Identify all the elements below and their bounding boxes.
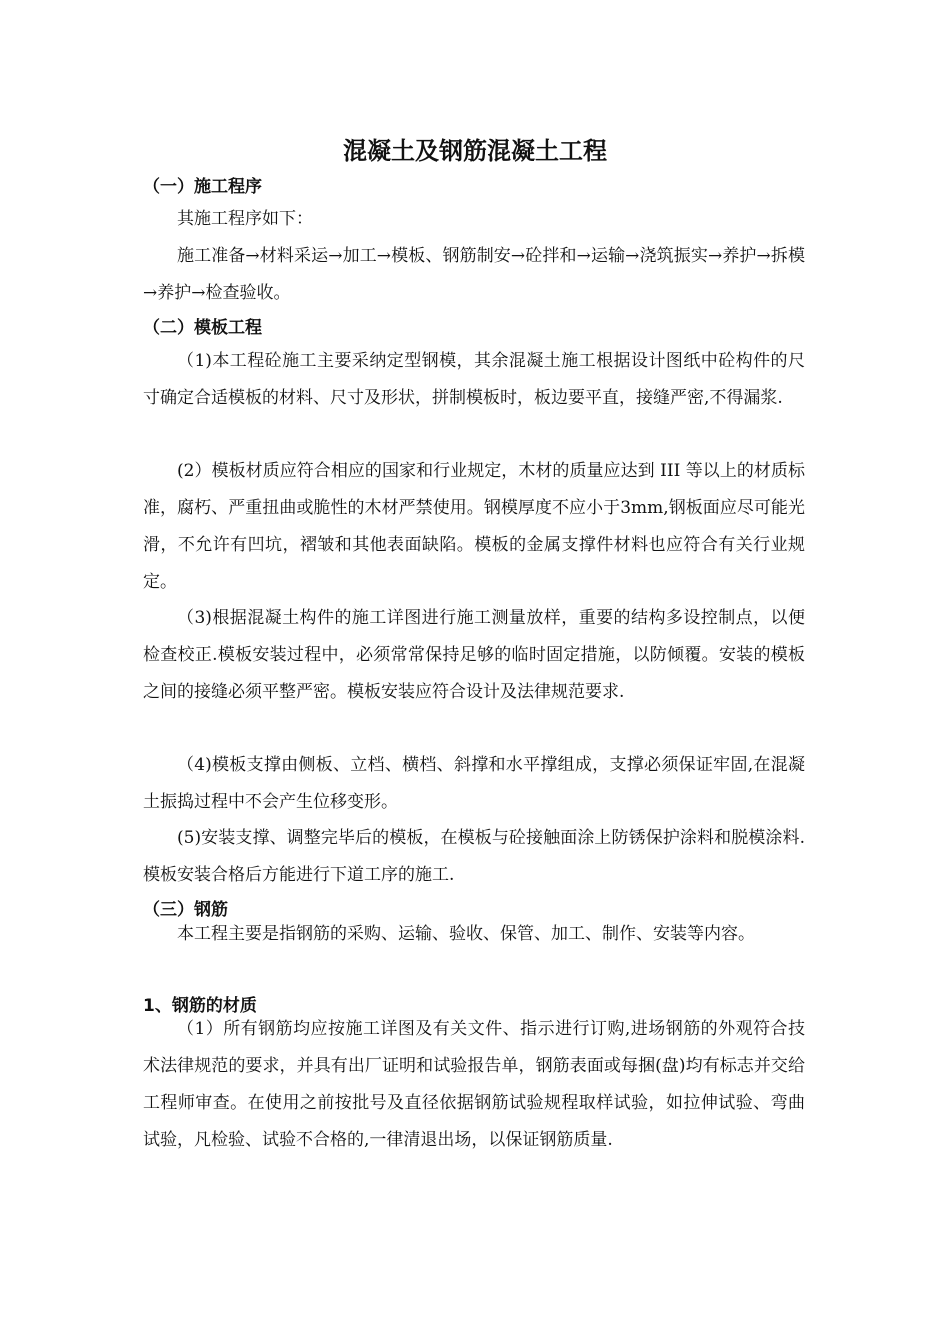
paragraph-procedure-intro: 其施工程序如下：: [177, 209, 313, 229]
paragraph-formwork-1: （1)本工程砼施工主要采纳定型钢模，其余混凝土施工根据设计图纸中砼构件的尺寸确定合适模板的材料、尺寸及形状，拼制模板时，板边要平直，接缝严密,不得漏浆.: [143, 351, 805, 408]
section-heading-formwork: （二）模板工程: [143, 318, 262, 338]
paragraph-formwork-5: (5)安装支撑、调整完毕后的模板，在模板与砼接触面涂上防锈保护涂料和脱模涂料.模板安装合格后方能进行下道工序的施工.: [143, 828, 805, 885]
document-title: 混凝土及钢筋混凝土工程: [343, 137, 607, 165]
paragraph-formwork-3: （3)根据混凝土构件的施工详图进行施工测量放样，重要的结构多设控制点，以便检查校正.模板安装过程中，必须常常保持足够的临时固定措施，以防倾覆。安装的模板之间的接缝必须平整严密。模板安装应符合设计及法律规范要求.: [143, 608, 805, 702]
subsection-heading-rebar-material: 1、钢筋的材质: [143, 996, 257, 1016]
paragraph-procedure-flow: 施工准备→材料采运→加工→模板、钢筋制安→砼拌和→运输→浇筑振实→养护→拆模→养护→检查验收。: [143, 246, 805, 303]
paragraph-rebar-material-1: （1）所有钢筋均应按施工详图及有关文件、指示进行订购,进场钢筋的外观符合技术法律规范的要求，并具有出厂证明和试验报告单，钢筋表面或每捆(盘)均有标志并交给工程师审查。在使用之前按批号及直径依据钢筋试验规程取样试验，如拉伸试验、弯曲试验，凡检验、试验不合格的,一律清退出场，以保证钢筋质量.: [143, 1019, 805, 1150]
section-heading-procedure: （一）施工程序: [143, 177, 262, 197]
paragraph-formwork-2: (2）模板材质应符合相应的国家和行业规定，木材的质量应达到 III 等以上的材质标准，腐朽、严重扭曲或脆性的木材严禁使用。钢模厚度不应小于3mm,钢板面应尽可能光滑，不允许有凹坑，褶皱和其他表面缺陷。模板的金属支撑件材料也应符合有关行业规定。: [143, 461, 805, 592]
paragraph-rebar-intro: 本工程主要是指钢筋的采购、运输、验收、保管、加工、制作、安装等内容。: [177, 924, 755, 944]
section-heading-rebar: （三）钢筋: [143, 900, 228, 920]
paragraph-formwork-4: （4)模板支撑由侧板、立档、横档、斜撑和水平撑组成，支撑必须保证牢固,在混凝土振捣过程中不会产生位移变形。: [143, 755, 805, 812]
